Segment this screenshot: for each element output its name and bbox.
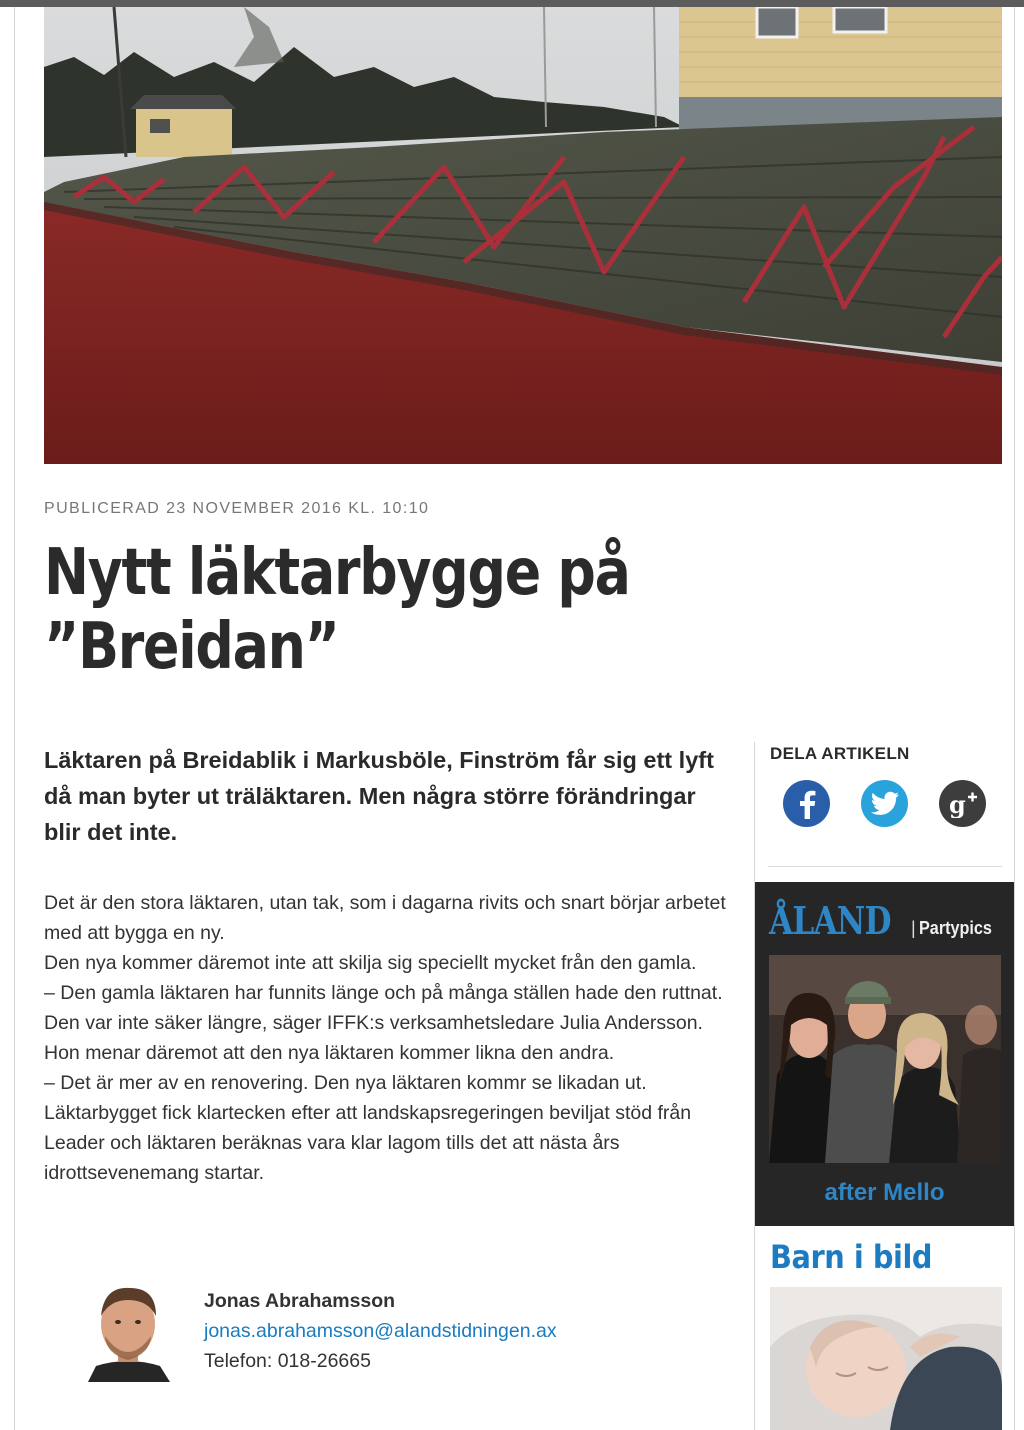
article-lead: Läktaren på Breidablik i Markusböle, Finström får sig ett lyft då man byter ut träläktaren. Men några större förändringar blir det inte. xyxy=(44,747,714,845)
headline-line-1: Nytt läktarbygge på xyxy=(44,536,630,610)
partypics-photo[interactable] xyxy=(769,955,1001,1163)
body-paragraph: Den nya kommer däremot inte att skilja sig speciellt mycket från den gamla. xyxy=(44,952,697,974)
barn-i-bild-heading[interactable]: Barn i bild xyxy=(770,1238,933,1276)
twitter-icon xyxy=(870,791,900,817)
author-avatar xyxy=(78,1280,178,1382)
publish-date: PUBLICERAD 23 NOVEMBER 2016 KL. 10:10 xyxy=(44,500,430,517)
share-heading: DELA ARTIKELN xyxy=(770,744,910,763)
body-paragraph: Läktarbygget fick klartecken efter att landskapsregeringen beviljat stöd från Leader och läktaren beräknas vara klar lagom tills det att nästa års idrottsevenemang startar. xyxy=(44,1102,692,1184)
share-twitter-button[interactable] xyxy=(861,780,908,827)
page-right-border xyxy=(1014,7,1015,1430)
share-facebook-button[interactable] xyxy=(783,780,830,827)
author-email-link[interactable]: jonas.abrahamsson@alandstidningen.ax xyxy=(204,1320,557,1342)
partypics-caption[interactable]: after Mello xyxy=(824,1179,945,1206)
partypics-subtitle: Partypics xyxy=(918,918,992,938)
facebook-icon xyxy=(796,789,818,819)
author-name: Jonas Abrahamsson xyxy=(204,1290,396,1312)
partypics-brand: ÅLAND xyxy=(769,898,891,943)
headline-line-2: ”Breidan” xyxy=(44,610,339,684)
svg-text:g: g xyxy=(948,789,966,818)
barn-i-bild-photo[interactable] xyxy=(770,1287,1002,1430)
author-phone: Telefon: 018-26665 xyxy=(204,1350,371,1372)
page-left-border xyxy=(14,7,15,1430)
partypics-promo[interactable] xyxy=(755,882,1014,1226)
article-body xyxy=(44,888,744,1188)
body-paragraph: – Den gamla läktaren har funnits länge och på många ställen hade den ruttnat. Den var inte säker längre, säger IFFK:s verksamhetsledare Julia Andersson. xyxy=(44,982,723,1034)
body-paragraph: Hon menar däremot att den nya läktaren kommer likna den andra. xyxy=(44,1042,615,1064)
hero-image xyxy=(44,7,1002,464)
article-headline xyxy=(44,536,682,684)
body-paragraph: – Det är mer av en renovering. Den nya läktaren kommr se likadan ut. xyxy=(44,1072,647,1094)
google-plus-icon xyxy=(948,790,978,818)
browser-top-strip xyxy=(0,0,1024,7)
partypics-separator: | xyxy=(911,918,916,938)
share-google-plus-button[interactable] xyxy=(939,780,986,827)
partypics-logo xyxy=(769,898,1000,943)
body-paragraph: Det är den stora läktaren, utan tak, som i dagarna rivits och snart börjar arbetet med att bygga en ny. xyxy=(44,892,726,944)
sidebar-separator xyxy=(768,866,1002,867)
